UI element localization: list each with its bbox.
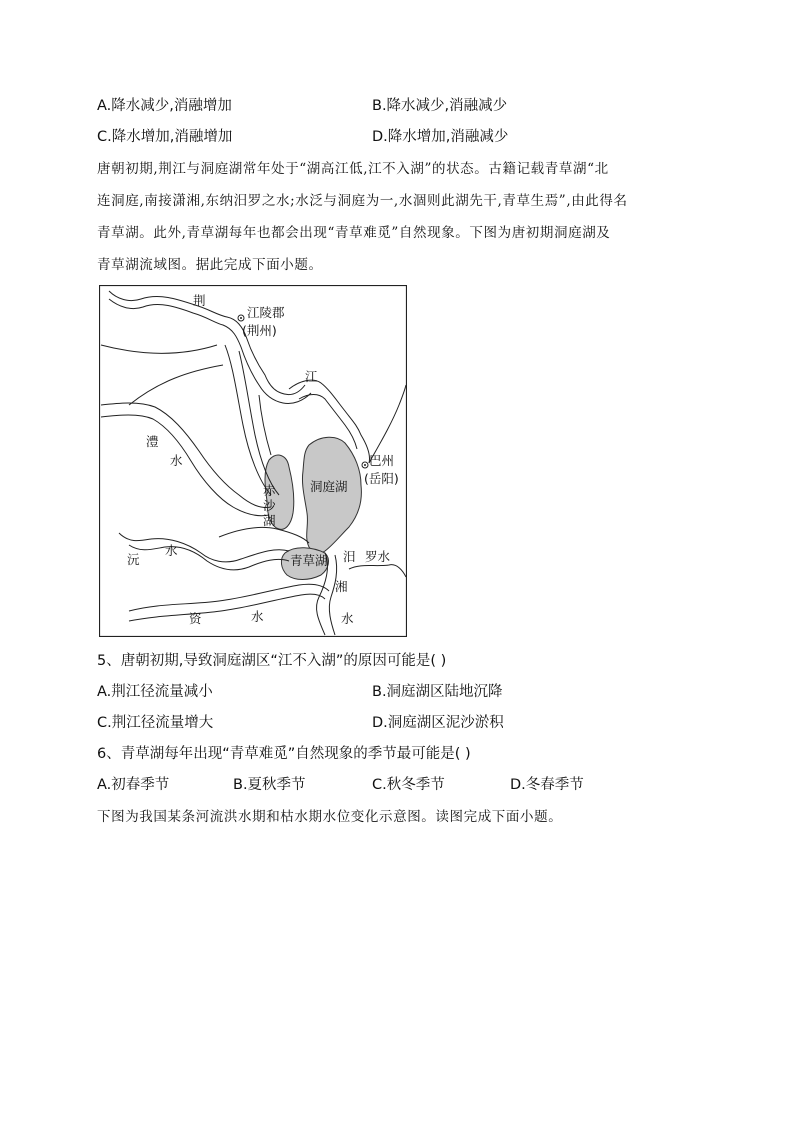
passage-line: 青草湖。此外,青草湖每年也都会出现“青草难觅”自然现象。下图为唐初期洞庭湖及: [97, 225, 611, 241]
q6-option-d: D.冬春季节: [510, 777, 584, 793]
label-dongting: 洞庭湖: [310, 479, 348, 494]
q6-stem: 6、青草湖每年出现“青草难觅”自然现象的季节最可能是( ): [97, 746, 471, 762]
label-xiang-shui: 水: [341, 611, 354, 626]
passage: [97, 153, 697, 281]
passage-line: 青草湖流域图。据此完成下面小题。: [97, 257, 323, 273]
passage-line: 连洞庭,南接潇湘,东纳汨罗之水;水泛与洞庭为一,水涸则此湖先干,青草生焉”,由此得名: [97, 193, 628, 209]
q5-option-b: B.洞庭湖区陆地沉降: [372, 684, 503, 700]
q6-option-a: A.初春季节: [97, 777, 170, 793]
q5-option-a: A.荆江径流量减小: [97, 684, 213, 700]
bazhou-city-dot: [364, 464, 366, 466]
q4-option-b: B.降水减少,消融减少: [372, 98, 508, 114]
q4-option-a: A.降水减少,消融增加: [97, 98, 232, 114]
label-jiang: 江: [305, 369, 318, 384]
label-jing: 荆: [193, 293, 206, 308]
label-li-shui: 水: [170, 453, 183, 468]
q5-option-c: C.荆江径流量增大: [97, 715, 214, 731]
q4-option-c: C.降水增加,消融增加: [97, 129, 233, 145]
label-li: 澧: [146, 434, 159, 449]
label-chisha-3: 湖: [263, 513, 276, 528]
next-passage-intro: 下图为我国某条河流洪水期和枯水期水位变化示意图。读图完成下面小题。: [97, 809, 563, 825]
label-yuan-shui: 水: [165, 543, 178, 558]
label-jiangling: 江陵郡: [247, 305, 285, 320]
q5-option-d: D.洞庭湖区泥沙淤积: [372, 715, 504, 731]
label-chisha-2: 沙: [263, 498, 276, 513]
label-bazhou: 巴州: [369, 453, 395, 468]
q6-option-c: C.秋冬季节: [372, 777, 445, 793]
q5-stem: 5、唐朝初期,导致洞庭湖区“江不入湖”的原因可能是( ): [97, 653, 447, 669]
label-yuan: 沅: [127, 552, 140, 567]
label-zi-shui: 水: [251, 609, 264, 624]
q4-option-d: D.降水增加,消融减少: [372, 129, 509, 145]
passage-line: 唐朝初期,荆江与洞庭湖常年处于“湖高江低,江不入湖”的状态。古籍记载青草湖“北: [97, 161, 609, 177]
label-jingzhou: (荆州): [242, 323, 277, 338]
q6-option-b: B.夏秋季节: [233, 777, 306, 793]
label-yueyang: (岳阳): [364, 471, 399, 486]
label-qingcao: 青草湖: [290, 553, 328, 568]
label-xiang: 湘: [335, 579, 348, 594]
label-zi: 资: [189, 611, 202, 626]
jiangling-city-dot: [240, 317, 242, 319]
label-miluo-2: 罗水: [365, 549, 391, 564]
label-miluo-1: 汨: [343, 549, 356, 564]
label-chisha-1: 赤: [263, 483, 276, 498]
dongting-lake-map: [99, 285, 407, 637]
